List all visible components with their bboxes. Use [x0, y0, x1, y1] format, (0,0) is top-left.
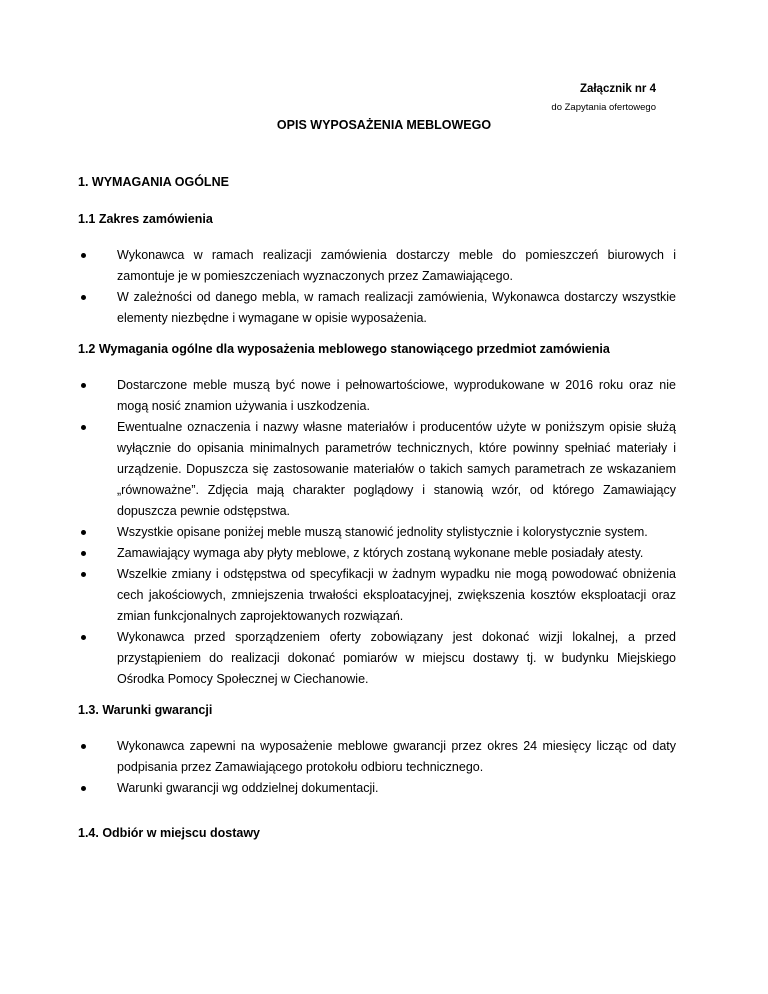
list-item: Wykonawca przed sporządzeniem oferty zobowiązany jest dokonać wizji lokalnej, a przed przystąpieniem do realizacji dokonać pomiarów w miejscu dostawy tj. w budynku Miejskiego Ośrodka Pomocy Społecznej w Ciechanowie. — [117, 630, 676, 686]
list-item: Warunki gwarancji wg oddzielnej dokumentacji. — [117, 781, 379, 795]
document-body — [78, 172, 676, 843]
list-item: Wszystkie opisane poniżej meble muszą stanowić jednolity stylistycznie i kolorystycznie system. — [117, 525, 648, 539]
list-1-1 — [78, 245, 676, 329]
list-1-3 — [78, 736, 676, 799]
annex-subtitle: do Zapytania ofertowego — [551, 102, 656, 113]
section-heading-1: 1. WYMAGANIA OGÓLNE — [78, 175, 229, 189]
list-item: Wykonawca w ramach realizacji zamówienia dostarczy meble do pomieszczeń biurowych i zamontuje je w pomieszczeniach wyznaczonych przez Zamawiającego. — [117, 248, 676, 283]
list-item: Ewentualne oznaczenia i nazwy własne materiałów i producentów użyte w poniższym opisie służą wyłącznie do opisania minimalnych parametrów technicznych, które powinny spełniać materiały i urządzenie. Dopuszcza się zastosowanie materiałów o takich samych parametrach ze wskazaniem „równoważne”. Zdjęcia mają charakter poglądowy i stanowią wzór, od którego Zamawiający dopuszcza pewnie odstępstwa. — [117, 420, 676, 518]
section-heading-1-1: 1.1 Zakres zamówienia — [78, 212, 213, 226]
section-heading-1-3: 1.3. Warunki gwarancji — [78, 703, 213, 717]
annex-label: Załącznik nr 4 — [579, 83, 656, 95]
section-heading-1-2: 1.2 Wymagania ogólne dla wyposażenia meblowego stanowiącego przedmiot zamówienia — [78, 342, 610, 356]
spacer — [78, 809, 676, 823]
list-item: Zamawiający wymaga aby płyty meblowe, z których zostaną wykonane meble posiadały atesty. — [117, 546, 644, 560]
document-title: OPIS WYPOSAŻENIA MEBLOWEGO — [276, 118, 492, 132]
list-item: Wszelkie zmiany i odstępstwa od specyfikacji w żadnym wypadku nie mogą powodować obniżenia cech jakościowych, zmniejszenia trwałości eksploatacyjnej, zwiększenia kosztów eksploatacji oraz zmian funkcjonalnych zaprojektowanych rozwiązań. — [117, 567, 676, 623]
list-item: W zależności od danego mebla, w ramach realizacji zamówienia, Wykonawca dostarczy wszystkie elementy niezbędne i wymagane w opisie wyposażenia. — [117, 290, 676, 325]
list-1-2 — [78, 375, 676, 690]
list-item: Wykonawca zapewni na wyposażenie meblowe gwarancji przez okres 24 miesięcy licząc od daty podpisania przez Zamawiającego protokołu odbioru technicznego. — [117, 739, 676, 774]
section-heading-1-4: 1.4. Odbiór w miejscu dostawy — [78, 826, 260, 840]
list-item: Dostarczone meble muszą być nowe i pełnowartościowe, wyprodukowane w 2016 roku oraz nie mogą nosić znamion używania i uszkodzenia. — [117, 378, 676, 413]
